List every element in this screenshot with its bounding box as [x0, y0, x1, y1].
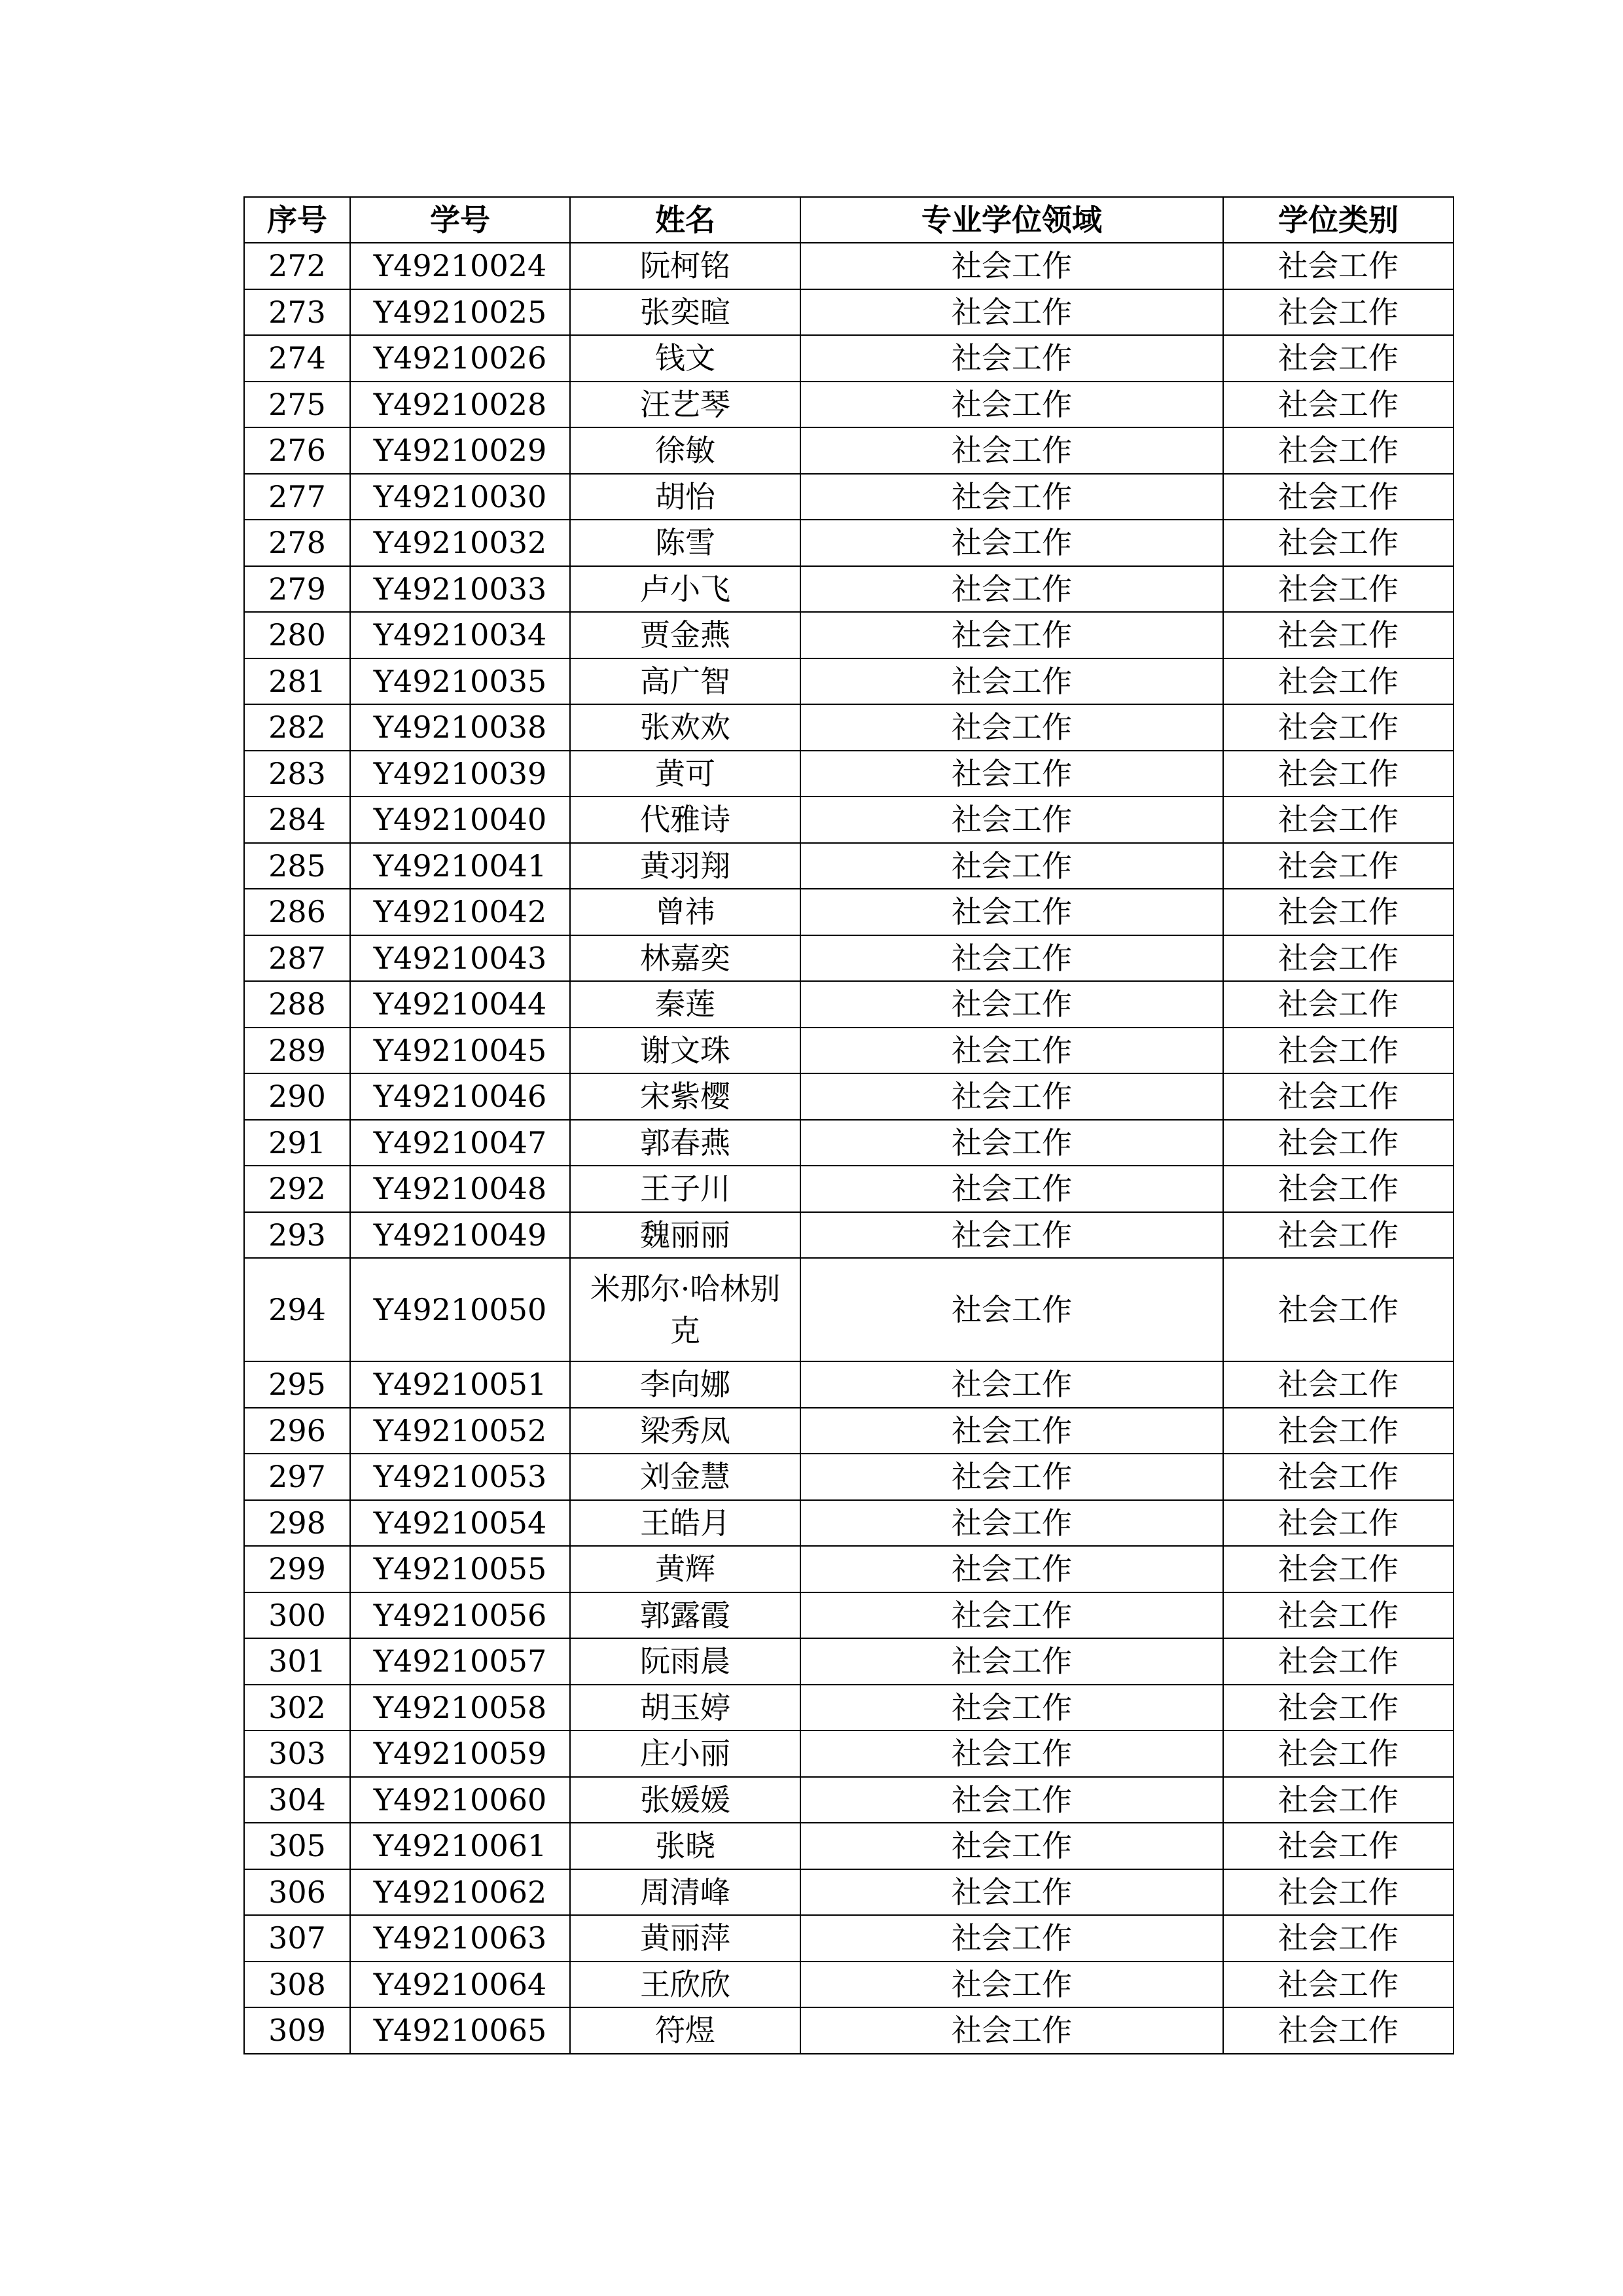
cell-student-id: Y49210047	[350, 1120, 570, 1166]
cell-seq: 288	[244, 981, 350, 1028]
table-row	[244, 382, 1454, 428]
cell-degree-field: 社会工作	[800, 704, 1223, 751]
cell-seq: 280	[244, 612, 350, 658]
cell-name: 胡怡	[570, 474, 800, 520]
cell-name: 张晓	[570, 1823, 800, 1869]
cell-student-id: Y49210026	[350, 335, 570, 382]
cell-degree-field: 社会工作	[800, 243, 1223, 289]
cell-seq: 278	[244, 520, 350, 566]
cell-degree-category: 社会工作	[1223, 474, 1454, 520]
cell-student-id: Y49210028	[350, 382, 570, 428]
cell-student-id: Y49210040	[350, 797, 570, 843]
cell-degree-category: 社会工作	[1223, 1258, 1454, 1361]
table-row	[244, 658, 1454, 705]
cell-name: 贾金燕	[570, 612, 800, 658]
cell-seq: 308	[244, 1962, 350, 2008]
cell-seq: 277	[244, 474, 350, 520]
cell-student-id: Y49210035	[350, 658, 570, 705]
cell-degree-field: 社会工作	[800, 843, 1223, 889]
table-row	[244, 1777, 1454, 1823]
cell-student-id: Y49210055	[350, 1546, 570, 1592]
cell-degree-field: 社会工作	[800, 1120, 1223, 1166]
cell-student-id: Y49210032	[350, 520, 570, 566]
cell-name: 钱文	[570, 335, 800, 382]
cell-seq: 309	[244, 2007, 350, 2054]
cell-degree-category: 社会工作	[1223, 843, 1454, 889]
cell-degree-field: 社会工作	[800, 1408, 1223, 1454]
cell-student-id: Y49210056	[350, 1592, 570, 1639]
cell-name: 黄可	[570, 751, 800, 797]
cell-degree-field: 社会工作	[800, 566, 1223, 613]
table-row	[244, 474, 1454, 520]
cell-seq: 275	[244, 382, 350, 428]
cell-name: 汪艺琴	[570, 382, 800, 428]
cell-student-id: Y49210034	[350, 612, 570, 658]
header-name: 姓名	[570, 197, 800, 243]
cell-degree-category: 社会工作	[1223, 1361, 1454, 1408]
cell-degree-field: 社会工作	[800, 1962, 1223, 2008]
cell-seq: 306	[244, 1869, 350, 1916]
cell-seq: 279	[244, 566, 350, 613]
cell-degree-category: 社会工作	[1223, 1915, 1454, 1962]
table-row	[244, 797, 1454, 843]
cell-seq: 276	[244, 427, 350, 474]
table-row	[244, 935, 1454, 982]
cell-degree-field: 社会工作	[800, 474, 1223, 520]
cell-student-id: Y49210048	[350, 1166, 570, 1212]
cell-degree-category: 社会工作	[1223, 1500, 1454, 1547]
cell-seq: 295	[244, 1361, 350, 1408]
cell-name: 王皓月	[570, 1500, 800, 1547]
cell-student-id: Y49210043	[350, 935, 570, 982]
cell-student-id: Y49210053	[350, 1454, 570, 1500]
cell-degree-field: 社会工作	[800, 1454, 1223, 1500]
cell-degree-category: 社会工作	[1223, 1731, 1454, 1777]
cell-degree-category: 社会工作	[1223, 243, 1454, 289]
cell-degree-category: 社会工作	[1223, 1212, 1454, 1259]
cell-student-id: Y49210039	[350, 751, 570, 797]
table-row	[244, 1258, 1454, 1361]
cell-seq: 286	[244, 889, 350, 935]
table-row	[244, 2007, 1454, 2054]
header-student-id: 学号	[350, 197, 570, 243]
cell-seq: 293	[244, 1212, 350, 1259]
table-row	[244, 1073, 1454, 1120]
cell-degree-field: 社会工作	[800, 1638, 1223, 1685]
table-row	[244, 889, 1454, 935]
cell-degree-category: 社会工作	[1223, 612, 1454, 658]
cell-degree-category: 社会工作	[1223, 1028, 1454, 1074]
cell-seq: 305	[244, 1823, 350, 1869]
cell-degree-category: 社会工作	[1223, 566, 1454, 613]
cell-name: 庄小丽	[570, 1731, 800, 1777]
table-header-row	[244, 197, 1454, 243]
cell-student-id: Y49210063	[350, 1915, 570, 1962]
cell-name: 徐敏	[570, 427, 800, 474]
cell-name: 谢文珠	[570, 1028, 800, 1074]
table-row	[244, 1638, 1454, 1685]
cell-seq: 300	[244, 1592, 350, 1639]
cell-degree-field: 社会工作	[800, 1028, 1223, 1074]
cell-degree-field: 社会工作	[800, 382, 1223, 428]
cell-seq: 283	[244, 751, 350, 797]
table-row	[244, 704, 1454, 751]
cell-degree-field: 社会工作	[800, 889, 1223, 935]
cell-degree-field: 社会工作	[800, 797, 1223, 843]
cell-name: 张媛媛	[570, 1777, 800, 1823]
cell-degree-field: 社会工作	[800, 1166, 1223, 1212]
cell-name: 郭春燕	[570, 1120, 800, 1166]
cell-degree-category: 社会工作	[1223, 1869, 1454, 1916]
cell-seq: 284	[244, 797, 350, 843]
table-row	[244, 427, 1454, 474]
cell-seq: 302	[244, 1685, 350, 1731]
cell-degree-field: 社会工作	[800, 1685, 1223, 1731]
cell-name: 梁秀凤	[570, 1408, 800, 1454]
cell-degree-category: 社会工作	[1223, 427, 1454, 474]
cell-degree-field: 社会工作	[800, 1258, 1223, 1361]
cell-student-id: Y49210065	[350, 2007, 570, 2054]
cell-degree-category: 社会工作	[1223, 382, 1454, 428]
header-degree-category: 学位类别	[1223, 197, 1454, 243]
cell-student-id: Y49210057	[350, 1638, 570, 1685]
cell-name: 张欢欢	[570, 704, 800, 751]
cell-seq: 273	[244, 289, 350, 336]
table-row	[244, 1361, 1454, 1408]
table-row	[244, 1731, 1454, 1777]
table-row	[244, 335, 1454, 382]
cell-name: 米那尔·哈林别克	[570, 1258, 800, 1361]
cell-student-id: Y49210051	[350, 1361, 570, 1408]
cell-degree-category: 社会工作	[1223, 981, 1454, 1028]
cell-name: 李向娜	[570, 1361, 800, 1408]
table-row	[244, 981, 1454, 1028]
cell-student-id: Y49210045	[350, 1028, 570, 1074]
cell-seq: 294	[244, 1258, 350, 1361]
table-row	[244, 1028, 1454, 1074]
table-row	[244, 1500, 1454, 1547]
cell-seq: 297	[244, 1454, 350, 1500]
cell-degree-category: 社会工作	[1223, 1166, 1454, 1212]
cell-degree-category: 社会工作	[1223, 1546, 1454, 1592]
cell-degree-category: 社会工作	[1223, 1408, 1454, 1454]
cell-name: 宋紫樱	[570, 1073, 800, 1120]
cell-name: 张奕暄	[570, 289, 800, 336]
cell-name: 卢小飞	[570, 566, 800, 613]
cell-name: 黄丽萍	[570, 1915, 800, 1962]
cell-student-id: Y49210052	[350, 1408, 570, 1454]
cell-name: 曾祎	[570, 889, 800, 935]
cell-seq: 281	[244, 658, 350, 705]
cell-student-id: Y49210058	[350, 1685, 570, 1731]
table-row	[244, 1166, 1454, 1212]
table-row	[244, 289, 1454, 336]
cell-student-id: Y49210029	[350, 427, 570, 474]
cell-degree-category: 社会工作	[1223, 1685, 1454, 1731]
cell-degree-field: 社会工作	[800, 1361, 1223, 1408]
cell-degree-category: 社会工作	[1223, 1592, 1454, 1639]
cell-seq: 301	[244, 1638, 350, 1685]
cell-student-id: Y49210054	[350, 1500, 570, 1547]
table-row	[244, 520, 1454, 566]
cell-seq: 296	[244, 1408, 350, 1454]
student-list-table	[243, 196, 1454, 2054]
cell-name: 胡玉婷	[570, 1685, 800, 1731]
cell-degree-field: 社会工作	[800, 751, 1223, 797]
cell-name: 王欣欣	[570, 1962, 800, 2008]
cell-name: 黄羽翔	[570, 843, 800, 889]
cell-name: 阮柯铭	[570, 243, 800, 289]
cell-name: 秦莲	[570, 981, 800, 1028]
cell-degree-category: 社会工作	[1223, 1823, 1454, 1869]
cell-degree-category: 社会工作	[1223, 1962, 1454, 2008]
cell-name: 代雅诗	[570, 797, 800, 843]
cell-degree-category: 社会工作	[1223, 1073, 1454, 1120]
cell-degree-field: 社会工作	[800, 427, 1223, 474]
cell-degree-field: 社会工作	[800, 981, 1223, 1028]
cell-name: 林嘉奕	[570, 935, 800, 982]
cell-degree-category: 社会工作	[1223, 1454, 1454, 1500]
cell-name: 王子川	[570, 1166, 800, 1212]
cell-degree-field: 社会工作	[800, 520, 1223, 566]
cell-degree-category: 社会工作	[1223, 889, 1454, 935]
cell-degree-field: 社会工作	[800, 1915, 1223, 1962]
header-degree-field: 专业学位领域	[800, 197, 1223, 243]
table-row	[244, 1823, 1454, 1869]
table-row	[244, 1869, 1454, 1916]
cell-student-id: Y49210042	[350, 889, 570, 935]
table-row	[244, 1546, 1454, 1592]
cell-seq: 307	[244, 1915, 350, 1962]
cell-degree-category: 社会工作	[1223, 704, 1454, 751]
cell-student-id: Y49210050	[350, 1258, 570, 1361]
cell-degree-category: 社会工作	[1223, 751, 1454, 797]
cell-student-id: Y49210049	[350, 1212, 570, 1259]
cell-seq: 272	[244, 243, 350, 289]
table-row	[244, 1408, 1454, 1454]
table-body	[244, 243, 1454, 2054]
cell-seq: 282	[244, 704, 350, 751]
table-row	[244, 1962, 1454, 2008]
table-row	[244, 843, 1454, 889]
cell-student-id: Y49210025	[350, 289, 570, 336]
table-row	[244, 566, 1454, 613]
table-row	[244, 1685, 1454, 1731]
cell-name: 魏丽丽	[570, 1212, 800, 1259]
cell-student-id: Y49210041	[350, 843, 570, 889]
cell-degree-field: 社会工作	[800, 1869, 1223, 1916]
cell-student-id: Y49210044	[350, 981, 570, 1028]
cell-seq: 291	[244, 1120, 350, 1166]
table-row	[244, 243, 1454, 289]
cell-seq: 289	[244, 1028, 350, 1074]
cell-name: 高广智	[570, 658, 800, 705]
cell-degree-field: 社会工作	[800, 1592, 1223, 1639]
cell-seq: 299	[244, 1546, 350, 1592]
cell-name: 符煜	[570, 2007, 800, 2054]
cell-degree-field: 社会工作	[800, 1500, 1223, 1547]
cell-degree-field: 社会工作	[800, 289, 1223, 336]
cell-degree-field: 社会工作	[800, 335, 1223, 382]
table-row	[244, 1120, 1454, 1166]
cell-student-id: Y49210060	[350, 1777, 570, 1823]
cell-degree-field: 社会工作	[800, 658, 1223, 705]
cell-degree-field: 社会工作	[800, 1823, 1223, 1869]
cell-name: 阮雨晨	[570, 1638, 800, 1685]
cell-seq: 285	[244, 843, 350, 889]
cell-degree-category: 社会工作	[1223, 797, 1454, 843]
cell-seq: 304	[244, 1777, 350, 1823]
header-seq: 序号	[244, 197, 350, 243]
cell-student-id: Y49210038	[350, 704, 570, 751]
cell-seq: 290	[244, 1073, 350, 1120]
cell-student-id: Y49210064	[350, 1962, 570, 2008]
cell-seq: 287	[244, 935, 350, 982]
cell-student-id: Y49210030	[350, 474, 570, 520]
cell-name: 刘金慧	[570, 1454, 800, 1500]
cell-degree-category: 社会工作	[1223, 520, 1454, 566]
cell-degree-category: 社会工作	[1223, 1120, 1454, 1166]
cell-seq: 274	[244, 335, 350, 382]
cell-name: 郭露霞	[570, 1592, 800, 1639]
cell-seq: 298	[244, 1500, 350, 1547]
cell-degree-field: 社会工作	[800, 612, 1223, 658]
table-row	[244, 1212, 1454, 1259]
cell-name: 周清峰	[570, 1869, 800, 1916]
cell-student-id: Y49210062	[350, 1869, 570, 1916]
table-row	[244, 751, 1454, 797]
cell-name: 陈雪	[570, 520, 800, 566]
cell-degree-category: 社会工作	[1223, 335, 1454, 382]
cell-degree-category: 社会工作	[1223, 658, 1454, 705]
cell-student-id: Y49210046	[350, 1073, 570, 1120]
cell-degree-field: 社会工作	[800, 1777, 1223, 1823]
cell-name: 黄辉	[570, 1546, 800, 1592]
cell-degree-field: 社会工作	[800, 935, 1223, 982]
table-row	[244, 1592, 1454, 1639]
cell-degree-field: 社会工作	[800, 1073, 1223, 1120]
cell-student-id: Y49210061	[350, 1823, 570, 1869]
cell-degree-category: 社会工作	[1223, 1638, 1454, 1685]
cell-seq: 292	[244, 1166, 350, 1212]
cell-degree-field: 社会工作	[800, 1731, 1223, 1777]
cell-degree-category: 社会工作	[1223, 289, 1454, 336]
cell-degree-category: 社会工作	[1223, 1777, 1454, 1823]
cell-student-id: Y49210059	[350, 1731, 570, 1777]
cell-degree-field: 社会工作	[800, 1212, 1223, 1259]
cell-degree-field: 社会工作	[800, 2007, 1223, 2054]
table-row	[244, 1915, 1454, 1962]
table-row	[244, 612, 1454, 658]
cell-student-id: Y49210033	[350, 566, 570, 613]
cell-degree-category: 社会工作	[1223, 935, 1454, 982]
cell-seq: 303	[244, 1731, 350, 1777]
cell-degree-category: 社会工作	[1223, 2007, 1454, 2054]
table-row	[244, 1454, 1454, 1500]
cell-student-id: Y49210024	[350, 243, 570, 289]
cell-degree-field: 社会工作	[800, 1546, 1223, 1592]
